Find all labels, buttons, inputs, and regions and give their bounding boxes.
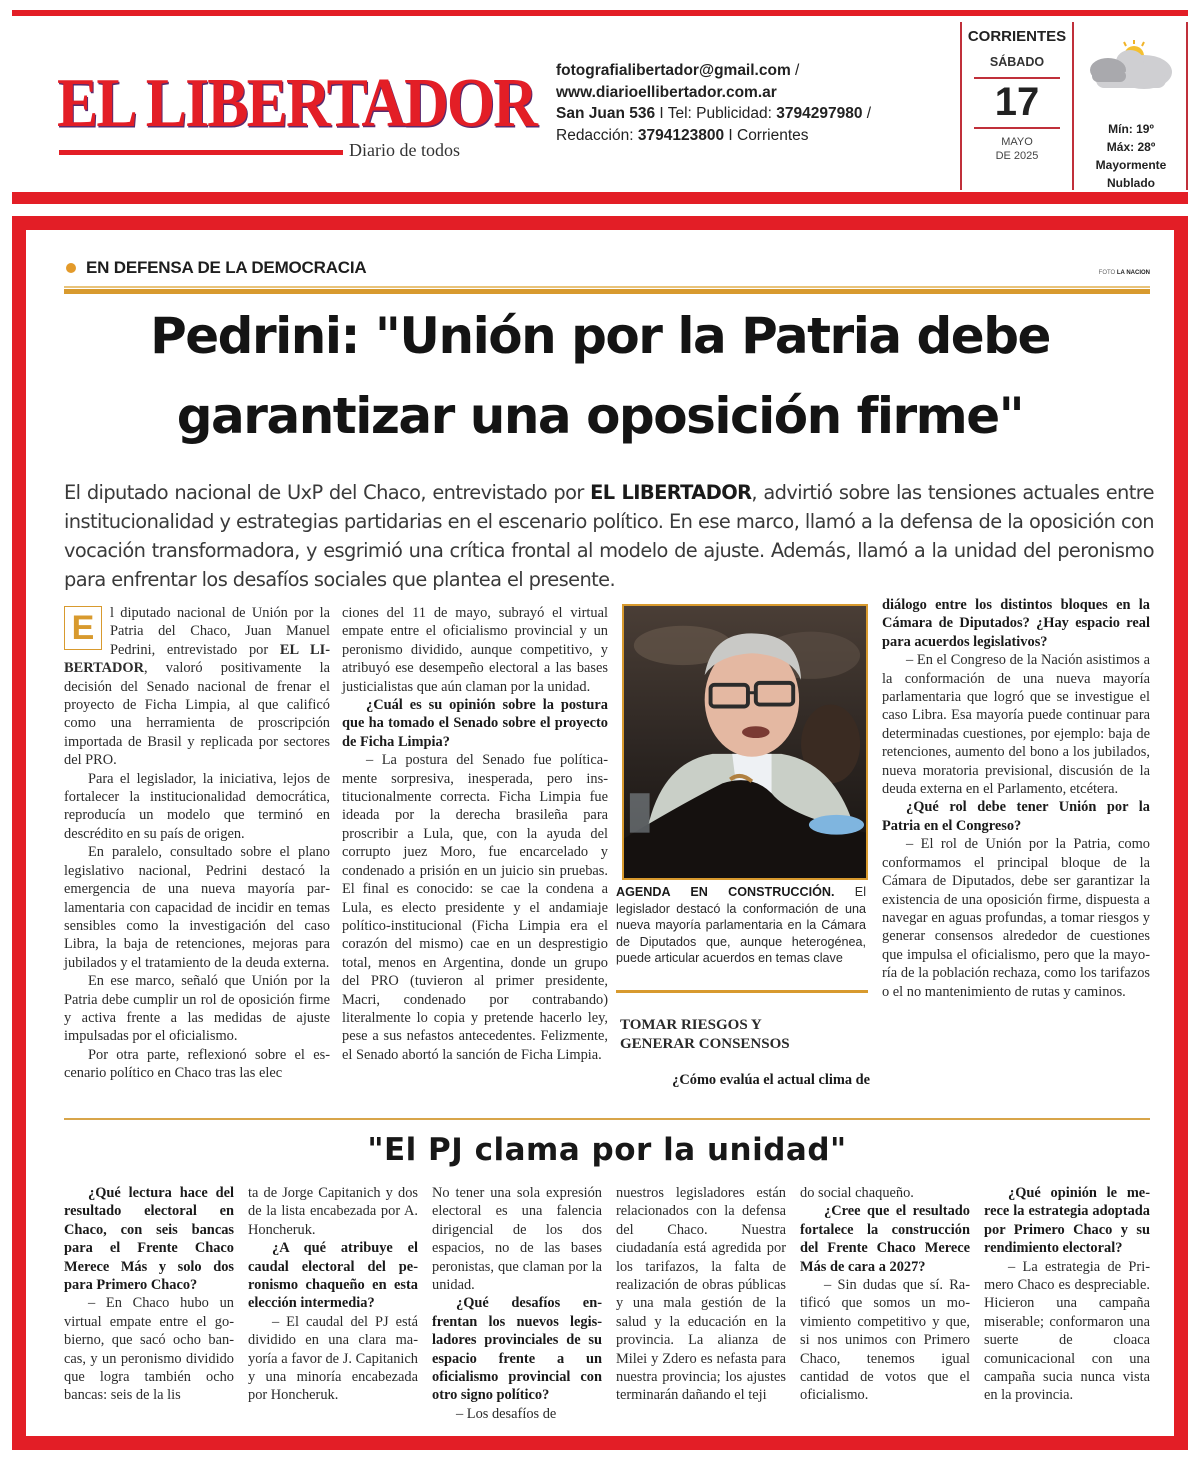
interview-answer: – Los desafíos de: [456, 1405, 557, 1422]
lead-text-1: El diputado nacional de UxP del Chaco, entrevistado por: [64, 481, 591, 504]
logo-tagline-row: [59, 142, 479, 160]
interview-question: ¿Qué rol debe tener Unión por la Patria en el Congreso?: [882, 799, 1150, 834]
sidebar-column-4: [616, 1184, 786, 1405]
sidebar-column-3: [432, 1184, 602, 1423]
masthead: [12, 16, 1188, 192]
article: [26, 230, 1174, 1436]
article-photo[interactable]: [622, 604, 868, 880]
logo-underline: [59, 150, 343, 155]
weather-details: [1076, 120, 1186, 192]
caption-title: AGENDA EN CONSTRUCCIÓN.: [616, 885, 835, 899]
weather-box: [1076, 22, 1188, 190]
separator: /: [790, 62, 800, 79]
date-month-year: [962, 135, 1072, 163]
date-year: DE 2025: [995, 150, 1039, 162]
caption-text: El legislador destacó la conformación de una nueva mayoría parlamentaria en la Cámara de Diputados que, aunque heterogénea, puede articular acuerdos en temas clave: [616, 885, 866, 965]
photo-caption: [616, 884, 866, 967]
body-paragraph: En paralelo, consultado sobre el plano legislativo nacional, Pedrini destacó la emergencia de una nueva mayoría parlamentaria con capacidad de incidir en temas sensibles como la investigación del caso Libra, la baja de retenciones, mejoras para jubilados y el tratamiento de la deuda externa.: [64, 844, 330, 971]
newspaper-logo[interactable]: [57, 65, 536, 160]
sidebar-title: "El PJ clama por la unidad": [367, 1132, 847, 1168]
logo-tagline: Diario de todos: [349, 140, 460, 160]
caption-gold-rule: [616, 990, 868, 993]
newspaper-name: EL LIBERTADOR: [64, 641, 330, 677]
section-kicker: [66, 258, 366, 278]
interview-question: ¿Cree que el resultado fortalece la construcción del Frente Chaco Merece Más de cara a 2027?: [800, 1203, 970, 1275]
sidebar-column-6: [984, 1184, 1150, 1405]
body-paragraph: Por otra parte, reflexionó sobre el escenario político en Chaco tras las elec: [64, 1046, 330, 1082]
interview-question: ¿Cuál es su opinión sobre la postura que ha tomado el Senado sobre el proyecto de Ficha Limpia?: [342, 697, 608, 750]
drop-cap: E: [64, 606, 102, 650]
subheading-line-1: TOMAR RIESGOS Y: [620, 1017, 762, 1033]
body-column-4: [882, 596, 1150, 1001]
date-divider: [974, 127, 1060, 129]
masthead-bottom-rule: [12, 192, 1188, 204]
interview-answer-continued: No tener una sola expresión electoral es una falencia dirigencial de los dos espacios, no de las bases peronistas, que claman por la unidad.: [432, 1185, 602, 1294]
date-day-number: 17: [994, 80, 1040, 124]
interview-answer-continued: do social chaqueño.: [800, 1185, 914, 1201]
contact-city: I Corrientes: [724, 126, 809, 144]
interview-answer: – La estrategia de Primero Chaco es despreciable. Hicieron una campaña miserable; conformaron una suerte de cloaca comunicacional con una campaña sucia nunca vista en la provincia.: [984, 1258, 1150, 1404]
sidebar-column-5: [800, 1184, 970, 1405]
photo-credit-label: FOTO: [1098, 270, 1116, 276]
date-city: CORRIENTES: [967, 28, 1067, 45]
lead-text-2: , advirtió sobre las tensiones actuales entre institucionalidad y estrategias partidarias en el escenario político. En ese marco, llamó a la defensa de la oposición con vocación transformadora, y esgrimió una crítica frontal al modelo de ajuste. Además, llamó a la unidad del peronismo para enfrentar los desafíos sociales que plantea el presente.: [64, 481, 1155, 591]
subheading: [620, 1016, 790, 1054]
body-column-2: [342, 604, 608, 1064]
date-weekday: SÁBADO: [989, 55, 1045, 69]
interview-question: ¿Qué lectura hace del resultado electoral en Chaco, con seis bancas para el Frente Chaco Merece Más y solo dos para Primero Chaco?: [64, 1185, 234, 1294]
tel-label: I Tel: Publicidad:: [655, 105, 777, 122]
article-frame: [12, 216, 1188, 1450]
date-box: [960, 22, 1074, 190]
interview-answer: – En el Congreso de la Nación asistimos a la conformación de una nueva mayoría parlamentaria que logró que se investigue el caso Libra. Esa mayoría puede continuar para determinadas cuestiones, por ejemplo: baja de retenciones, aumento del bono a los jubilados, nueva moratoria previsional, discusión de la deuda externa en el Parlamento, etcétera.: [882, 652, 1150, 798]
body-paragraph: ciones del 11 de mayo, subrayó el virtual empate entre el oficialismo provincial y un peronismo dividido, aunque competitivo, y atribuyó ese desempeño electoral a las bases justicialistas que aún claman por la unidad.: [342, 605, 608, 695]
separator: /: [862, 105, 872, 122]
body-paragraph: En ese marco, señaló que Unión por la Patria debe cumplir un rol de oposición firme y activa frente a las medidas de ajuste impulsadas por el oficialismo.: [64, 973, 330, 1045]
sidebar-column-1: [64, 1184, 234, 1405]
interview-question-start: ¿Cómo evalúa el actual clima de: [672, 1072, 870, 1088]
interview-question-continued: diálogo entre los distintos bloques en la Cámara de Diputados? ¿Hay espacio real para acuerdos legislativos?: [882, 597, 1150, 650]
paragraph-text: , valoró positivamente la decisión del Senado nacional de frenar el proyecto de Ficha Limpia, al que calificó como una herramienta de proscripción importada de Brasil y replicada por sectores del PRO.: [64, 660, 330, 769]
interview-answer-continued: nuestros legisladores están relacionados con la defensa del Chaco. Nuestra ciudadanía está agredida por los tarifazos, la falta de realización de obras públicas y una mala gestión de la salud y la educación en la provincia. La alianza de Milei y Zdero es nefasta para nuestra provincia; los ajustes terminarán dañando el teji: [616, 1185, 786, 1404]
interview-answer: – El rol de Unión por la Patria, como conformamos el principal bloque de la Cámara de Diputados, debe ser garantizar la existencia de una oposición firme, dispuesta a navegar en aguas profundas, a tomar riesgos y generar consensos alrededor de cuestiones que impulsa el oficialismo, pero que la mayoría de la población rechaza, como los tarifazos o el no mantenimiento de rutas y caminos.: [882, 836, 1150, 1000]
interview-answer: – El caudal del PJ está dividido en una clara mayoría a favor de J. Capitanich y una minoría encabezada por Honcheruk.: [248, 1313, 418, 1404]
weather-max: Máx: 28º: [1106, 140, 1156, 154]
gold-rule-thin: [64, 286, 1150, 288]
body-column-1: [64, 604, 330, 1083]
headline: [46, 296, 1154, 456]
contact-website[interactable]: www.diarioellibertador.com.ar: [556, 83, 777, 101]
contact-address: San Juan 536: [556, 105, 656, 122]
tel-redaccion: 3794123800: [637, 126, 725, 144]
interview-answer-continued: ta de Jorge Capitanich y dos de la lista encabezada por A. Honcheruk.: [248, 1185, 418, 1238]
interview-answer: – En Chaco hubo un virtual empate entre el gobierno, que sacó ocho bancas, y un peronismo dividido que logra también ocho bancas: seis de la lis: [64, 1295, 234, 1404]
weather-condition-2: Nublado: [1107, 176, 1155, 190]
lead-paragraph: [64, 478, 1154, 594]
kicker-text: EN DEFENSA DE LA DEMOCRACIA: [86, 258, 367, 277]
headline-line-1: Pedrini: "Unión por la Patria debe: [150, 307, 1050, 365]
headline-line-2: garantizar una oposición firme": [176, 387, 1024, 445]
contact-info: [556, 60, 871, 146]
photo-credit: [1099, 270, 1150, 276]
interview-question: ¿A qué atribuye el caudal electoral del peronismo chaqueño en esta elección intermedia?: [248, 1240, 418, 1312]
paragraph-text: l diputado nacional de Unión por la Patria del Chaco, Juan Manuel Pedrini, entrevistado por: [110, 605, 330, 658]
gold-rule: [64, 289, 1150, 294]
lead-newspaper-name: EL LIBERTADOR: [590, 481, 752, 504]
interview-question: ¿Qué opinión le merece la estrategia adoptada por Primero Chaco y su rendimiento electoral?: [984, 1185, 1150, 1257]
weather-min: Mín: 19º: [1108, 122, 1154, 136]
interview-answer: – La postura del Senado fue políticamente sorpresiva, inesperada, pero institucionalmente correcta. Ficha Limpia fue ideada por la derecha brasileña para proscribir a Lula, que, con la ayuda del corrupto juez Moro, fue encarcelado y condenado a prisión en un juicio sin pruebas. El final es conocido: se cae la condena a Lula, es electo presidente y el andamiaje político-institucional (Ficha Limpia era el corazón del mismo) cae en un desprestigio total, menos en Argentina, donde un grupo del PRO (tuvieron al primer presidente, Macri, condenado por contrabando) literalmente lo copia y pretende hacerlo ley, pese a sus nefastos antecedentes. Felizmente, el Senado abortó la sanción de Ficha Limpia.: [342, 752, 608, 1063]
contact-email[interactable]: fotografialibertador@gmail.com: [556, 62, 791, 79]
partly-cloudy-icon: [1086, 40, 1176, 92]
section-divider: [64, 1118, 1150, 1120]
redaccion-label: Redacción:: [556, 126, 638, 144]
body-paragraph: Para el legislador, la iniciativa, lejos de fortalecer la institucionalidad democrática, reproducía un modelo que terminó en descrédito en su país de origen.: [64, 770, 330, 842]
date-month: MAYO: [1001, 136, 1033, 148]
body-paragraph: [64, 604, 330, 770]
legislator-portrait-image: [624, 606, 866, 878]
bullet-dot-icon: [66, 263, 76, 273]
photo-credit-source: LA NACION: [1116, 270, 1150, 276]
weather-condition-1: Mayormente: [1095, 158, 1167, 172]
interview-answer: – Sin dudas que sí. Ratificó que somos un movimiento competitivo y que, si nos unimos con Primero Chaco, tenemos igual cantidad de votos que el oficialismo.: [800, 1277, 970, 1404]
logo-name: EL LIBERTADOR: [57, 65, 536, 142]
sidebar-column-2: [248, 1184, 418, 1405]
tel-publicidad: 3794297980: [776, 105, 863, 122]
subheading-line-2: GENERAR CONSENSOS: [620, 1036, 790, 1052]
interview-question: ¿Qué desafíos enfrentan los nuevos legisladores provinciales de su espacio frente a un oficialismo provincial con otro signo político?: [432, 1295, 602, 1404]
